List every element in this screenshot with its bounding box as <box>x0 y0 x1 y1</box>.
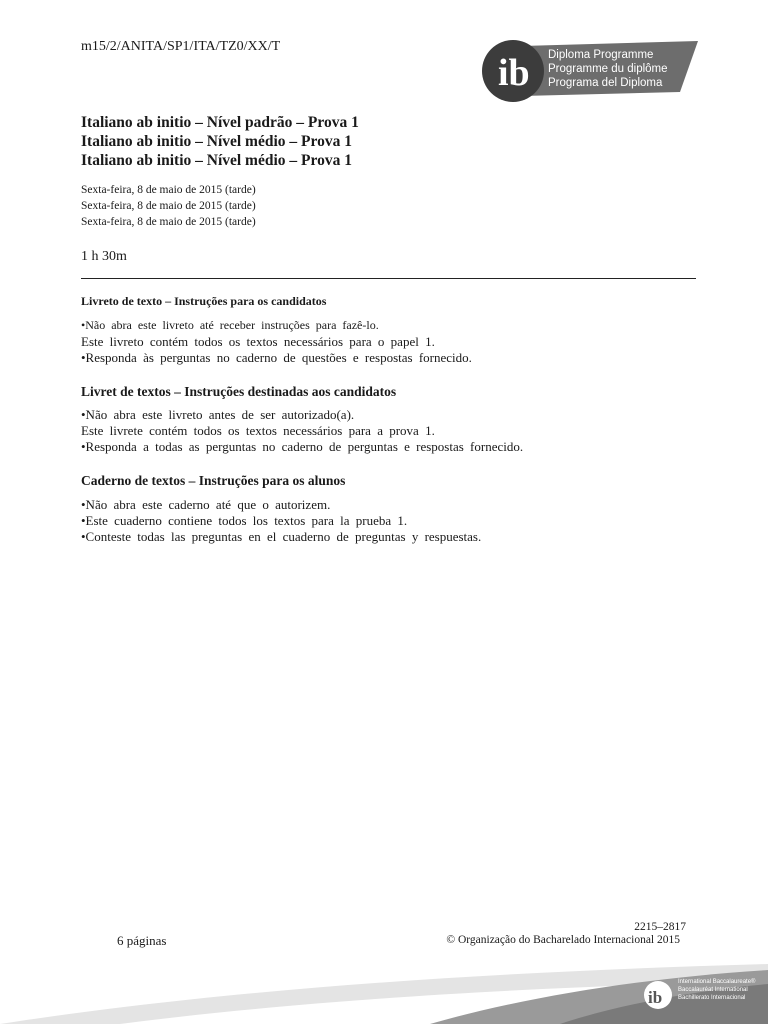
section-heading-3: Caderno de textos – Instruções para os alunos <box>81 473 346 488</box>
section-heading-1: Livreto de texto – Instruções para os candidatos <box>81 294 327 308</box>
section-2-line-1: •Não abra este livreto antes de ser autorizado(a). <box>81 407 355 422</box>
footer-swoosh-logo <box>0 960 768 1024</box>
page-count: 6 páginas <box>117 933 167 948</box>
exam-title-2: Italiano ab initio – Nível médio – Prova 1 <box>81 133 352 150</box>
section-3-line-1: •Não abra este caderno até que o autorizem. <box>81 497 331 512</box>
section-1-line-1: •Não abra este livreto até receber instruções para fazê-lo. <box>81 318 379 332</box>
footer-logo-line-2: Baccalauréat International <box>678 987 748 993</box>
section-3-line-3: •Conteste todas las preguntas en el cuaderno de preguntas y respuestas. <box>81 529 482 544</box>
section-2-line-3: •Responda a todas as perguntas no caderno de perguntas e respostas fornecido. <box>81 439 524 454</box>
copyright: © Organização do Bacharelado Internacional 2015 <box>446 934 680 946</box>
footer-logo-line-1: International Baccalaureate® <box>678 979 756 985</box>
footer-logo-line-3: Bachillerato Internacional <box>678 995 746 1001</box>
exam-title-1: Italiano ab initio – Nível padrão – Prova 1 <box>81 114 359 131</box>
section-2-line-2: Este livrete contém todos os textos necessários para a prova 1. <box>81 423 435 438</box>
exam-title-3: Italiano ab initio – Nível médio – Prova 1 <box>81 152 352 169</box>
svg-text:ib: ib <box>648 988 663 1007</box>
exam-duration: 1 h 30m <box>81 249 127 264</box>
footer-code: 2215–2817 <box>634 921 686 933</box>
divider <box>81 278 696 279</box>
section-1-line-3: •Responda às perguntas no caderno de questões e respostas fornecido. <box>81 350 472 365</box>
reference-code: m15/2/ANITA/SP1/ITA/TZ0/XX/T <box>81 39 281 54</box>
logo-line-3: Programa del Diploma <box>548 77 663 89</box>
exam-date-1: Sexta-feira, 8 de maio de 2015 (tarde) <box>81 184 256 196</box>
section-1-line-2: Este livreto contém todos os textos necessários para o papel 1. <box>81 334 435 349</box>
exam-date-2: Sexta-feira, 8 de maio de 2015 (tarde) <box>81 200 256 212</box>
section-heading-2: Livret de textos – Instruções destinadas aos candidatos <box>81 384 397 399</box>
logo-line-1: Diploma Programme <box>548 49 654 61</box>
section-3-line-2: •Este cuaderno contiene todos los textos para la prueba 1. <box>81 513 408 528</box>
exam-date-3: Sexta-feira, 8 de maio de 2015 (tarde) <box>81 216 256 228</box>
logo-line-2: Programme du diplôme <box>548 63 668 75</box>
ib-diploma-logo <box>480 38 698 104</box>
svg-text:ib: ib <box>498 52 530 94</box>
